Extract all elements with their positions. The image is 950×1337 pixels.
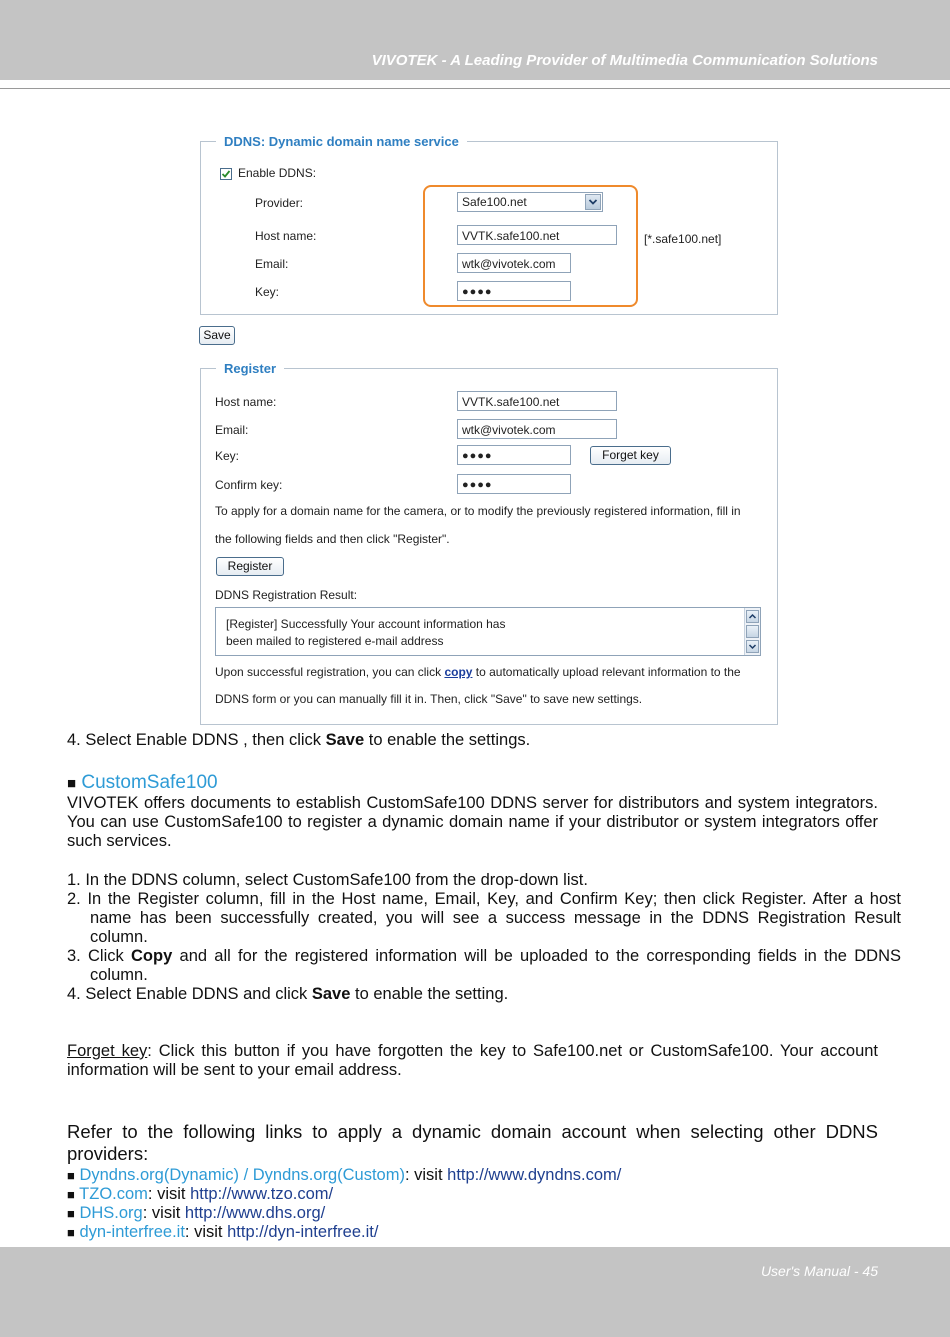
provider-label: Provider: xyxy=(255,196,304,210)
provider-value: Safe100.net xyxy=(462,195,527,209)
visit-text: : visit xyxy=(184,1223,228,1241)
provider-name[interactable]: Dyndns.org(Dynamic) / Dyndns.org(Custom) xyxy=(79,1166,405,1184)
page-number: User's Manual - 45 xyxy=(760,1263,878,1279)
registration-result-box[interactable] xyxy=(215,607,761,656)
link-item xyxy=(67,1166,878,1185)
intro-paragraph: VIVOTEK offers documents to establish CustomSafe100 DDNS server for distributors and system integrators. You can use CustomSafe100 to register a dynamic domain name if your distributor or system integrators offer such services. xyxy=(67,794,878,850)
key-input[interactable]: ●●●● xyxy=(457,281,571,301)
save-button[interactable]: Save xyxy=(199,326,235,345)
list3-post: and all for the registered information will be uploaded to the corresponding fields in the DDNS column. xyxy=(90,947,901,984)
confirm-key-label: Confirm key: xyxy=(215,478,283,492)
bullet-square: ■ xyxy=(67,1225,75,1240)
forget-key-term: Forget key xyxy=(67,1042,148,1060)
check-icon xyxy=(221,169,231,179)
provider-name[interactable]: DHS.org xyxy=(79,1204,143,1222)
list4-post: to enable the setting. xyxy=(350,985,509,1003)
link-item xyxy=(67,1223,878,1242)
scroll-down-icon[interactable] xyxy=(746,640,759,653)
step4-pre: 4. Select Enable DDNS , then click xyxy=(67,731,326,749)
register-email-label: Email: xyxy=(215,423,249,437)
section-heading xyxy=(67,772,878,794)
list4-pre: 4. Select Enable DDNS and click xyxy=(67,985,312,1003)
register-email-input[interactable]: wtk@vivotek.com xyxy=(457,419,617,439)
result-line-2: been mailed to registered e-mail address xyxy=(226,634,444,648)
link-item xyxy=(67,1204,878,1223)
step4-post: to enable the settings. xyxy=(364,731,531,749)
list4-bold: Save xyxy=(311,985,351,1003)
step4-bold: Save xyxy=(325,731,365,749)
provider-url[interactable]: http://www.tzo.com/ xyxy=(190,1185,334,1203)
header-title: VIVOTEK - A Leading Provider of Multimedia Communication Solutions xyxy=(371,52,878,69)
confirm-key-input[interactable]: ●●●● xyxy=(457,474,571,494)
ddns-legend: DDNS: Dynamic domain name service xyxy=(216,134,467,149)
upload-post: to automatically upload relevant information to the xyxy=(472,665,741,679)
register-host-input[interactable]: VVTK.safe100.net xyxy=(457,391,617,411)
list-item-1: 1. In the DDNS column, select CustomSafe100 from the drop-down list. xyxy=(67,871,588,889)
provider-url[interactable]: http://www.dyndns.com/ xyxy=(447,1166,622,1184)
register-key-input[interactable]: ●●●● xyxy=(457,445,571,465)
provider-url[interactable]: http://www.dhs.org/ xyxy=(184,1204,326,1222)
section-title: CustomSafe100 xyxy=(81,772,218,793)
host-name-input[interactable]: VVTK.safe100.net xyxy=(457,225,617,245)
provider-url[interactable]: http://dyn-interfree.it/ xyxy=(227,1223,379,1241)
upload-pre: Upon successful registration, you can click xyxy=(215,665,445,679)
bullet-square: ■ xyxy=(67,1187,75,1202)
registration-result-label: DDNS Registration Result: xyxy=(215,588,358,602)
upload-instructions-line1 xyxy=(215,665,741,679)
forget-key-button[interactable]: Forget key xyxy=(590,446,671,465)
scroll-up-icon[interactable] xyxy=(746,610,759,623)
footer-band xyxy=(0,1247,950,1337)
visit-text: : visit xyxy=(404,1166,448,1184)
upload-instructions-line2: DDNS form or you can manually fill it in. Then, click "Save" to save new settings. xyxy=(215,692,643,706)
visit-text: : visit xyxy=(142,1204,185,1222)
forget-key-paragraph xyxy=(67,1042,878,1080)
register-host-label: Host name: xyxy=(215,395,277,409)
ddns-links-list xyxy=(67,1166,878,1242)
email-input[interactable]: wtk@vivotek.com xyxy=(457,253,571,273)
register-legend: Register xyxy=(216,361,284,376)
register-key-label: Key: xyxy=(215,449,240,463)
enable-ddns-label: Enable DDNS: xyxy=(238,166,317,180)
result-scrollbar[interactable] xyxy=(744,608,760,655)
visit-text: : visit xyxy=(147,1185,191,1203)
email-label: Email: xyxy=(255,257,289,271)
provider-select[interactable] xyxy=(457,192,603,212)
refer-paragraph: Refer to the following links to apply a dynamic domain account when selecting other DDNS providers: xyxy=(67,1121,878,1164)
bullet-square: ■ xyxy=(67,775,77,792)
list-item-2: 2. In the Register column, fill in the Host name, Email, Key, and Confirm Key; then click Register. After a host name has been successfully created, you will see a success message in the DDNS Registration Result column. xyxy=(67,890,901,946)
copy-link[interactable]: copy xyxy=(444,665,473,679)
provider-name[interactable]: TZO.com xyxy=(79,1185,148,1203)
register-instructions-line2: the following fields and then click "Register". xyxy=(215,532,450,546)
list3-bold: Copy xyxy=(131,947,173,965)
scroll-thumb[interactable] xyxy=(746,625,759,638)
register-instructions-line1: To apply for a domain name for the camera, or to modify the previously registered information, fill in xyxy=(215,504,741,518)
header-rule xyxy=(0,88,950,89)
list-item-3 xyxy=(67,947,901,985)
provider-name[interactable]: dyn-interfree.it xyxy=(79,1223,185,1241)
forget-key-text: : Click this button if you have forgotten the key to Safe100.net or CustomSafe100. Your account information will be sent to your email address. xyxy=(67,1042,879,1079)
chevron-down-icon[interactable] xyxy=(585,194,601,210)
result-line-1: [Register] Successfully Your account information has xyxy=(226,617,506,631)
registration-result-text xyxy=(226,616,505,650)
host-suffix: [*.safe100.net] xyxy=(644,232,722,246)
bullet-square: ■ xyxy=(67,1168,75,1183)
list-item-4 xyxy=(67,985,878,1004)
step-4-save xyxy=(67,731,878,750)
bullet-square: ■ xyxy=(67,1206,75,1221)
link-item xyxy=(67,1185,878,1204)
list3-pre: 3. Click xyxy=(67,947,132,965)
register-button[interactable]: Register xyxy=(216,557,284,576)
key-label: Key: xyxy=(255,285,280,299)
host-name-label: Host name: xyxy=(255,229,317,243)
enable-ddns-checkbox[interactable] xyxy=(220,168,232,180)
